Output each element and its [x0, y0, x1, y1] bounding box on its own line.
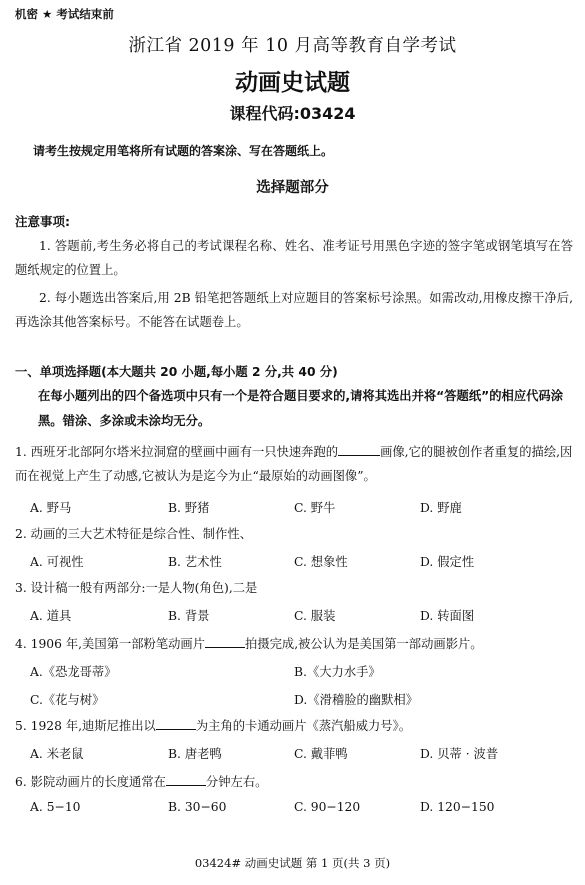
option-a: A.《恐龙哥蒂》	[30, 665, 117, 679]
question-5	[15, 714, 573, 738]
option-a: A. 野马	[30, 501, 72, 515]
question-text: 2. 动画的三大艺术特征是综合性、制作性、	[15, 527, 252, 541]
question-text: 6. 影院动画片的长度通常在	[15, 775, 166, 789]
question-text: 4. 1906 年,美国第一部粉笔动画片	[15, 637, 206, 651]
part-title: 一、单项选择题(本大题共 20 小题,每小题 2 分,共 40 分)	[15, 365, 338, 379]
answer-blank	[205, 635, 245, 648]
option-d: D. 转面图	[420, 609, 475, 623]
question-text: 画像,它的腿被创作者重复的描绘,因而在视觉上产生了动感,它被认为是迄今为止“最原始的动画图像”。	[15, 445, 573, 483]
option-d: D.《滑稽脸的幽默相》	[294, 693, 419, 707]
question-text: 1. 西班牙北部阿尔塔米拉洞窟的壁画中画有一只快速奔跑的	[15, 445, 339, 459]
question-3	[15, 576, 573, 600]
question-2	[15, 522, 573, 546]
option-b: B. 30−60	[168, 800, 227, 814]
answer-instruction: 请考生按规定用笔将所有试题的答案涂、写在答题纸上。	[33, 144, 334, 158]
option-d: D. 贝蒂 · 波普	[420, 747, 499, 761]
option-c: C. 戴菲鸭	[294, 747, 348, 761]
option-d: D. 120−150	[420, 800, 495, 814]
question-text: 5. 1928 年,迪斯尼推出以	[15, 719, 156, 733]
option-a: A. 道具	[30, 609, 72, 623]
confidential-label: 机密 ★ 考试结束前	[15, 7, 114, 21]
option-a: A. 5−10	[30, 800, 81, 814]
question-1	[15, 440, 573, 488]
course-code: 课程代码:03424	[229, 104, 356, 123]
subject-title: 动画史试题	[235, 70, 350, 96]
option-b: B. 唐老鸭	[168, 747, 222, 761]
option-c: C. 服装	[294, 609, 336, 623]
question-text: 拍摄完成,被公认为是美国第一部动画影片。	[245, 637, 483, 651]
option-c: C. 90−120	[294, 800, 361, 814]
exam-title: 浙江省 2019 年 10 月高等教育自学考试	[128, 36, 457, 56]
notice-item-2: 2. 每小题选出答案后,用 2B 铅笔把答题纸上对应题目的答案标号涂黑。如需改动,用橡皮擦干净后,再选涂其他答案标号。不能答在试题卷上。	[15, 291, 573, 329]
section-title: 选择题部分	[256, 180, 329, 196]
option-b: B. 野猪	[168, 501, 210, 515]
option-a: A. 可视性	[30, 555, 84, 569]
answer-blank	[338, 443, 380, 456]
notice-item-1: 1. 答题前,考生务必将自己的考试课程名称、姓名、准考证号用黑色字迹的签字笔或钢笔填写在答题纸规定的位置上。	[15, 239, 573, 277]
question-text: 3. 设计稿一般有两部分:一是人物(角色),二是	[15, 581, 258, 595]
question-4	[15, 632, 573, 656]
option-a: A. 米老鼠	[30, 747, 84, 761]
option-b: B.《大力水手》	[294, 665, 381, 679]
part-description: 在每小题列出的四个备选项中只有一个是符合题目要求的,请将其选出并将“答题纸”的相应代码涂黑。错涂、多涂或未涂均无分。	[38, 389, 564, 428]
option-b: B. 艺术性	[168, 555, 222, 569]
option-d: D. 假定性	[420, 555, 475, 569]
answer-blank	[156, 717, 196, 730]
answer-blank	[166, 773, 206, 786]
question-text: 为主角的卡通动画片《蒸汽船威力号》。	[195, 719, 412, 733]
page-footer: 03424# 动画史试题 第 1 页(共 3 页)	[194, 856, 391, 870]
option-b: B. 背景	[168, 609, 210, 623]
question-text: 分钟左右。	[205, 775, 268, 789]
option-d: D. 野鹿	[420, 501, 462, 515]
option-c: C. 野牛	[294, 501, 336, 515]
option-c: C. 想象性	[294, 555, 348, 569]
option-c: C.《花与树》	[30, 693, 105, 707]
notice-title: 注意事项:	[15, 214, 70, 229]
question-6	[15, 770, 573, 794]
